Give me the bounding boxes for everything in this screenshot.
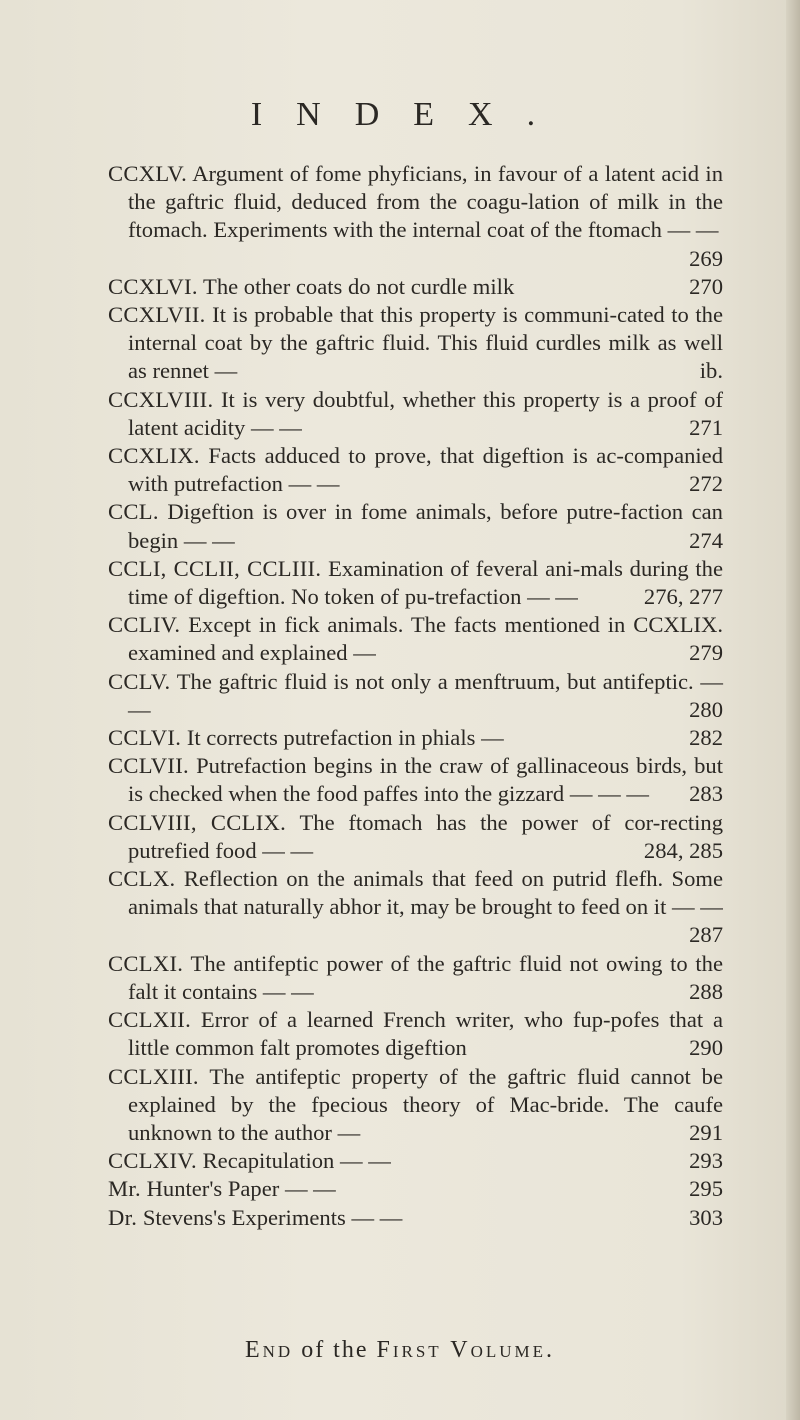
entry-leader: — — (672, 894, 723, 920)
entry-leader: — — — (569, 781, 649, 807)
entry-text: It corrects putrefaction in phials (186, 725, 476, 751)
entry-page-number: 293 (689, 1148, 723, 1174)
entry-leader: — (353, 640, 376, 666)
footer-first-volume: First Volume. (376, 1337, 556, 1363)
entry-leader: — — (183, 527, 235, 553)
index-entry (108, 611, 723, 667)
entry-text: The antifeptic power of the gaftric fluid not owing to the falt it contains (128, 950, 723, 1004)
entry-text: Hunter's Paper (146, 1176, 280, 1202)
entry-leader: — (481, 725, 504, 751)
index-entry (108, 865, 723, 950)
entry-page-number: 272 (689, 471, 723, 497)
index-entry (108, 1006, 723, 1062)
entry-text: Recapitulation (202, 1148, 335, 1174)
entry-page-number: 280 (689, 696, 723, 722)
entry-number: CCLXII. (108, 1007, 192, 1033)
index-entry (108, 160, 723, 273)
entry-number: CCL. (108, 499, 159, 525)
entry-page-number: 270 (689, 273, 723, 299)
entry-leader: — (214, 358, 238, 384)
entry-text: The ftomach has the power of cor-recting putrefied food (128, 809, 723, 863)
entry-number: CCXLVIII. (108, 386, 214, 412)
entry-leader: — — (527, 584, 578, 610)
index-entry (108, 498, 723, 554)
index-entry (108, 555, 723, 611)
entry-number: CCXLVI. (108, 273, 198, 299)
entry-page-number: 269 (689, 245, 723, 271)
entry-number: CCLVIII, CCLIX. (108, 809, 287, 835)
entry-page-number: 291 (689, 1119, 723, 1145)
index-entry (108, 724, 723, 752)
entry-text: Except in fick animals. The facts mentioned in CCXLIX. examined and explained (128, 612, 723, 666)
entry-text: Argument of fome phyficians, in favour of a latent acid in the gaftric fluid, deduced from the coagu-lation of milk in the ftomach. Experiments with the internal coat of the ftomach (128, 161, 723, 243)
entry-page-number: 274 (689, 527, 723, 553)
index-entry (108, 442, 723, 498)
entry-page-number: 287 (689, 922, 723, 948)
entry-text: The antifeptic property of the gaftric fluid cannot be explained by the fpecious theory of Mac-bride. The caufe unknown to the author (128, 1063, 723, 1145)
entry-leader: — — (128, 668, 723, 722)
index-entry (108, 301, 723, 386)
entry-number: CCLXIV. (108, 1148, 197, 1174)
index-entry (108, 1175, 723, 1203)
entry-number: CCLI, CCLII, CCLIII. (108, 555, 322, 581)
end-of-volume-footer (0, 1337, 800, 1364)
entry-leader: — — (284, 1176, 336, 1202)
entry-page-number: 288 (689, 978, 723, 1004)
entry-number: CCLX. (108, 866, 176, 892)
index-entry (108, 809, 723, 865)
footer-end: End (244, 1337, 294, 1363)
entry-text: Putrefaction begins in the craw of gallinaceous birds, but is checked when the food paffes into the gizzard (128, 753, 723, 807)
entry-page-number: 282 (689, 725, 723, 751)
entry-number: CCLXIII. (108, 1063, 199, 1089)
entry-text: The other coats do not curdle milk (203, 273, 515, 299)
entry-number: Mr. (108, 1176, 141, 1202)
index-entry (108, 1204, 723, 1232)
entry-text: Stevens's Experiments (142, 1204, 346, 1230)
entry-page-number: 290 (689, 1035, 723, 1061)
entry-page-number: 283 (689, 781, 723, 807)
index-entry (108, 386, 723, 442)
entry-page-number: 276, 277 (643, 584, 723, 610)
page-edge (786, 0, 800, 1420)
entry-leader: — — (288, 471, 340, 497)
entry-page-number: 279 (689, 640, 723, 666)
entry-leader: — (337, 1119, 361, 1145)
entry-text: Digeftion is over in fome animals, before putre-faction can begin (128, 499, 723, 553)
page-header: INDEX. (250, 96, 570, 133)
index-entry (108, 668, 723, 724)
entry-number: CCXLV. (108, 161, 188, 186)
entry-page-number: 303 (689, 1204, 723, 1230)
entry-leader: — — (250, 414, 302, 440)
entry-number: CCLXI. (108, 950, 184, 976)
entry-number: Dr. (108, 1204, 138, 1230)
index-entry (108, 950, 723, 1006)
entry-text: Examination of feveral ani-mals during the time of digeftion. No token of pu-trefaction (128, 555, 723, 610)
entry-text: It is probable that this property is communi-cated to the internal coat by the gaftric fluid. This fluid curdles milk as well as rennet (128, 302, 723, 384)
entry-page-number: 271 (689, 414, 723, 440)
entry-text: The gaftric fluid is not only a menftruum, but antifeptic. (176, 668, 694, 694)
entry-leader: — — (351, 1204, 403, 1230)
entry-number: CCLVI. (108, 725, 182, 751)
entry-text: Reflection on the animals that feed on putrid flefh. Some animals that naturally abhor it, may be brought to feed on it (128, 866, 723, 920)
entry-text: It is very doubtful, whether this property is a proof of latent acidity (128, 386, 723, 440)
entry-number: CCLV. (108, 668, 171, 694)
entry-page-number: ib. (699, 358, 723, 384)
entry-number: CCLVII. (108, 753, 189, 779)
entry-number: CCXLIX. (108, 443, 200, 469)
index-entry (108, 273, 723, 301)
entry-leader: — — (262, 837, 314, 863)
index-entry (108, 1147, 723, 1175)
entry-text: Facts adduced to prove, that digeftion is ac-companied with putrefaction (128, 443, 723, 497)
entry-page-number: 295 (689, 1176, 723, 1202)
entry-leader: — — (667, 217, 719, 243)
entry-text: Error of a learned French writer, who fup-pofes that a little common falt promotes digeftion (128, 1007, 723, 1061)
index-entries (108, 160, 723, 1232)
entry-leader: — — (262, 978, 314, 1004)
entry-number: CCLIV. (108, 612, 181, 638)
footer-of-the: of the (301, 1337, 369, 1363)
index-entry (108, 752, 723, 808)
entry-page-number: 284, 285 (643, 837, 723, 863)
entry-number: CCXLVII. (108, 302, 206, 328)
entry-leader: — — (340, 1148, 391, 1174)
index-entry (108, 1063, 723, 1148)
